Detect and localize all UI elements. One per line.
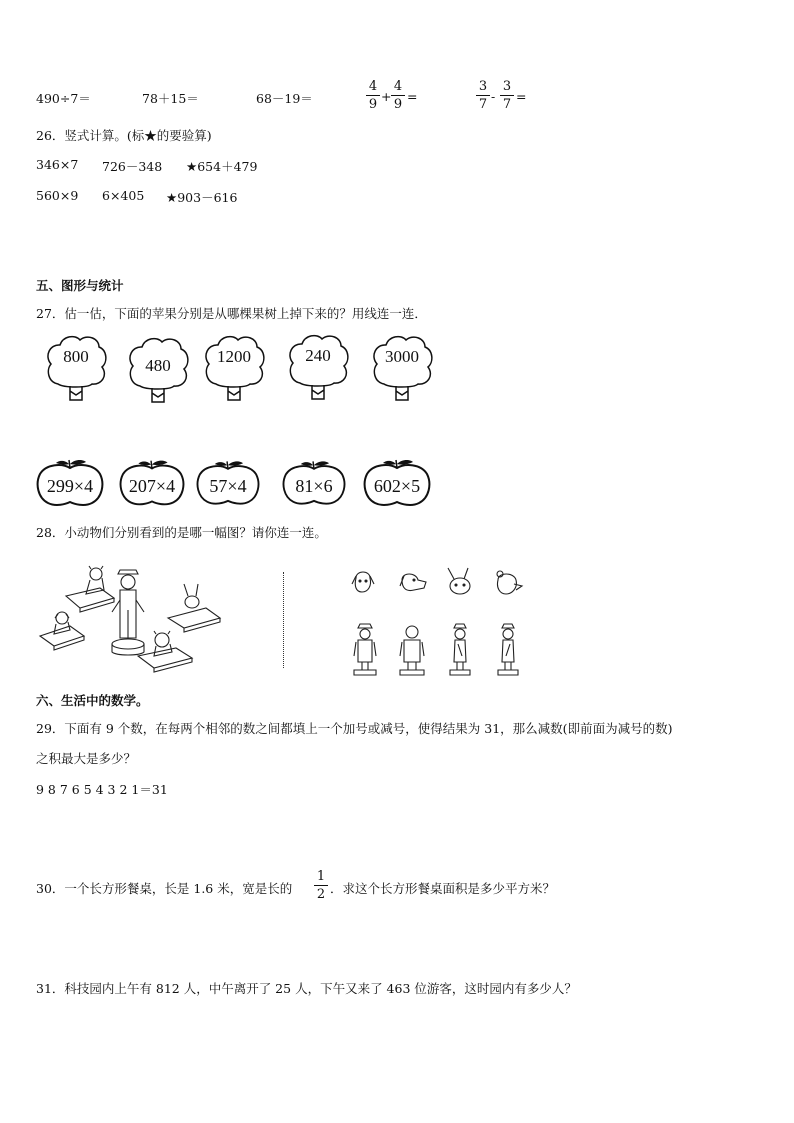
section-6-heading: 六、生活中的数学。 [36, 693, 149, 708]
tree-800[interactable]: 800 [44, 334, 108, 398]
question-29-cont: 之积最大是多少？ [36, 751, 137, 766]
calc-3: 68－19＝ [256, 91, 313, 106]
calc-1: 490÷7＝ [36, 91, 91, 106]
calc-2: 78＋15＝ [142, 91, 199, 106]
apple-299x4[interactable]: 299×4 [36, 458, 104, 506]
question-29: 29．下面有 9 个数，在每两个相邻的数之间都填上一个加号或减号，使得结果为 31，那么减数(即前面为减号的数) [36, 721, 673, 736]
question-30-end: ．求这个长方形餐桌面积是多少平方米？ [330, 881, 556, 896]
q26-item: 560×9 [36, 188, 79, 203]
question-26: 26．竖式计算。(标★的要验算) [36, 128, 212, 143]
figure-views-illustration [350, 622, 530, 678]
tree-240[interactable]: 240 [286, 333, 350, 397]
fraction-1-2: 1 2 [314, 870, 328, 901]
apple-81x6[interactable]: 81×6 [282, 458, 346, 506]
q26-item: 726－348 [102, 159, 163, 174]
fraction-3-7-a: 3 7 [476, 80, 490, 111]
question-31: 31．科技园内上午有 812 人，中午离开了 25 人，下午又来了 463 位游客，这时园内有多少人？ [36, 981, 577, 996]
question-27: 27．估一估，下面的苹果分别是从哪棵果树上掉下来的？用线连一连． [36, 306, 427, 321]
tree-1200[interactable]: 1200 [202, 334, 266, 398]
section-5-heading: 五、图形与统计 [36, 278, 124, 293]
apple-207x4[interactable]: 207×4 [119, 458, 185, 506]
fraction-3-7-b: 3 7 [500, 80, 514, 111]
question-28: 28．小动物们分别看到的是哪一幅图？请你连一连。 [36, 525, 327, 540]
animals-scene-illustration [36, 560, 256, 678]
question-30: 30．一个长方形餐桌，长是 1.6 米，宽是长的 [36, 881, 293, 896]
fraction-4-9-a: 4 9 [366, 80, 380, 111]
q29-equation: 9 8 7 6 5 4 3 2 1＝31 [36, 782, 168, 797]
apple-602x5[interactable]: 602×5 [363, 458, 431, 506]
tree-3000[interactable]: 3000 [370, 334, 434, 398]
apple-57x4[interactable]: 57×4 [196, 458, 260, 506]
fraction-4-9-b: 4 9 [391, 80, 405, 111]
q26-item: 6×405 [102, 188, 145, 203]
q26-item: ★903－616 [166, 190, 238, 205]
q26-item: ★654＋479 [186, 159, 258, 174]
divider [283, 572, 286, 668]
q26-item: 346×7 [36, 157, 79, 172]
animal-heads-illustration [350, 566, 530, 600]
tree-480[interactable]: 480 [126, 336, 190, 400]
